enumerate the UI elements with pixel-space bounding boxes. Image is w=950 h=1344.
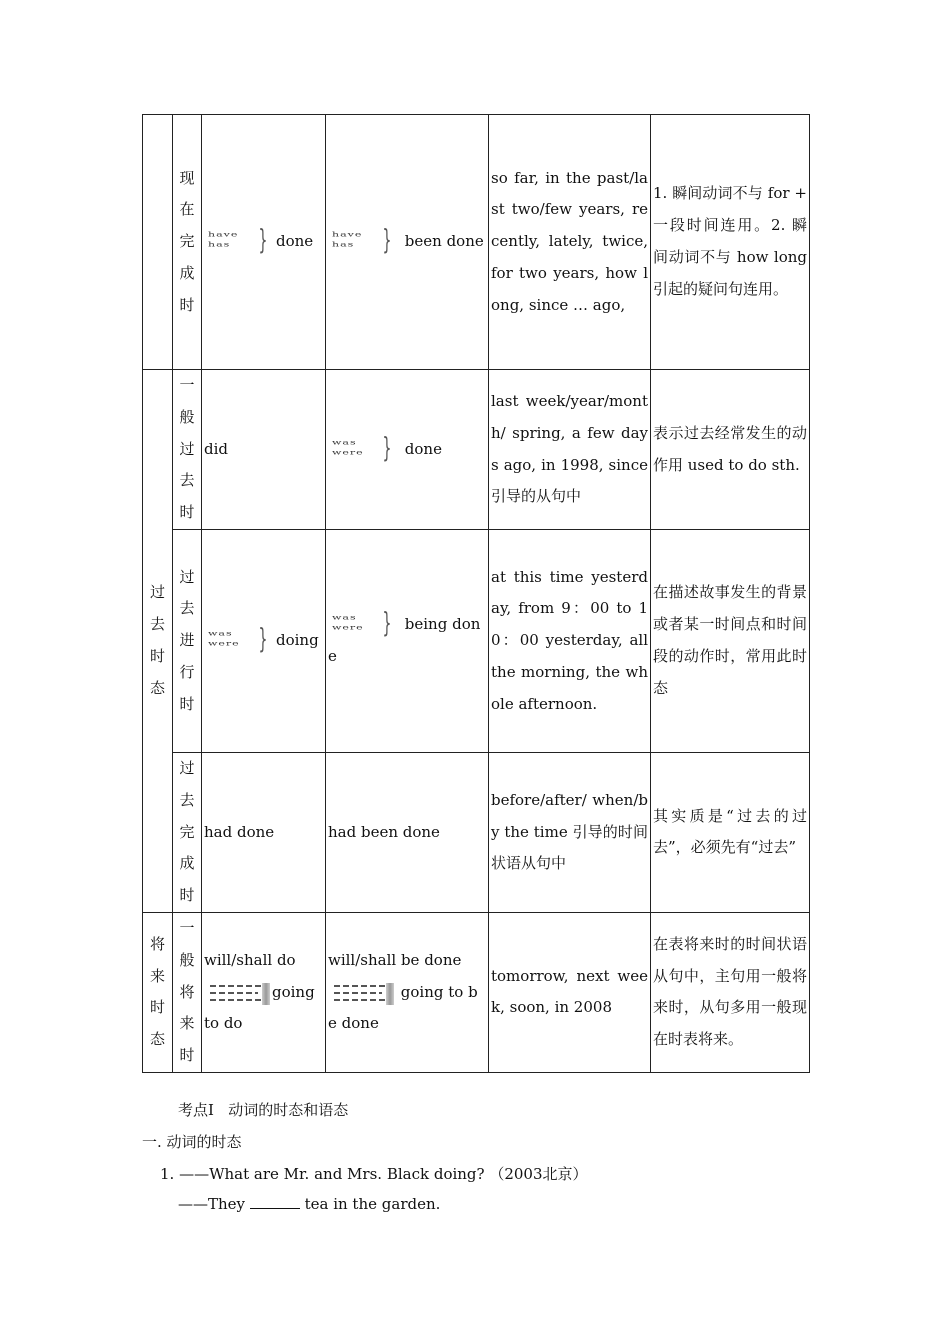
tense-name: 一般过去时	[179, 376, 195, 522]
question-1-prompt-line	[160, 1163, 588, 1184]
am-is-are-brace-icon	[204, 981, 272, 1005]
notes-cell: 1. 瞬间动词不与 for + 一段时间连用。2. 瞬间动词不与 how long 引起的疑问句连用。	[651, 115, 810, 370]
right-brace-icon: }	[258, 223, 268, 257]
brace-word: was	[332, 614, 357, 622]
was-were-brace	[204, 622, 276, 656]
brace-word: has	[208, 241, 231, 249]
passive-form-tail: been done	[404, 232, 484, 251]
section-subheading: 一. 动词的时态	[142, 1133, 242, 1151]
tense-name: 现在完成时	[179, 168, 195, 314]
question-prompt: ——What are Mr. and Mrs. Black doing? （2003北京）	[179, 1165, 588, 1183]
right-brace-icon: }	[258, 622, 268, 656]
active-form-tail: done	[276, 232, 314, 251]
active-form-cell: had done	[202, 753, 326, 913]
active-form-cell	[202, 115, 326, 370]
passive-form-cell	[326, 370, 489, 530]
brace-word: has	[332, 241, 355, 249]
tense-name-cell	[173, 370, 202, 530]
table-row-simple-past	[143, 370, 810, 530]
passive-form-tail: going to be done	[328, 982, 478, 1033]
notes-cell: 在表将来时的时间状语从句中，主句用一般将来时，从句多用一般现在时表将来。	[651, 912, 810, 1072]
brace-word: have	[208, 231, 239, 239]
passive-form-cell	[326, 115, 489, 370]
have-has-brace	[328, 223, 400, 257]
group-cell-future	[143, 912, 173, 1072]
answer-blank[interactable]	[250, 1196, 300, 1209]
tense-name: 过去进行时	[179, 567, 195, 713]
brace-word: were	[332, 448, 364, 456]
notes-cell: 表示过去经常发生的动作用 used to do sth.	[651, 370, 810, 530]
passive-form-cell: had been done	[326, 753, 489, 913]
active-form-tail: doing	[276, 631, 319, 650]
have-has-brace	[204, 223, 276, 257]
passive-form-tail: done	[404, 439, 442, 458]
passive-form-line: will/shall be done	[328, 950, 462, 969]
am-is-are-brace-icon	[328, 981, 396, 1005]
notes-cell: 在描述故事发生的背景或者某一时间点和时间段的动作时，常用此时态	[651, 530, 810, 753]
tense-name-cell	[173, 912, 202, 1072]
answer-after: tea in the garden.	[304, 1195, 441, 1213]
active-form-tail: going to do	[204, 982, 315, 1033]
notes-cell: 其实质是“过去的过去”，必须先有“过去”	[651, 753, 810, 913]
brace-word: were	[332, 624, 364, 632]
brace-word: were	[208, 640, 240, 648]
right-brace-icon: }	[382, 606, 392, 640]
time-markers-cell: so far, in the past/last two/few years, recently, lately, twice, for two years, how long, since … ago,	[489, 115, 651, 370]
passive-form-cell	[326, 912, 489, 1072]
brace-word: was	[208, 630, 233, 638]
answer-before: ——They	[178, 1195, 246, 1213]
group-name: 过去时态	[149, 583, 165, 697]
time-markers-cell: at this time yesterday, from 9：00 to 10：00 yesterday, all the morning, the whole afternoon.	[489, 530, 651, 753]
active-form-cell	[202, 912, 326, 1072]
tense-name-cell	[173, 753, 202, 913]
time-markers-cell: last week/year/month/ spring, a few days ago, in 1998, since 引导的从句中	[489, 370, 651, 530]
was-were-brace	[328, 430, 400, 464]
brace-word: have	[332, 231, 363, 239]
time-markers-cell: before/after/ when/by the time 引导的时间状语从句中	[489, 753, 651, 913]
tense-table	[142, 114, 810, 1073]
passive-form-cell	[326, 530, 489, 753]
right-brace-icon: }	[382, 430, 392, 464]
group-name: 将来时态	[149, 934, 165, 1049]
group-cell-empty	[143, 115, 173, 370]
question-number: 1.	[160, 1165, 175, 1183]
tense-name: 一般将来时	[179, 918, 195, 1065]
tense-name: 过去完成时	[179, 759, 195, 905]
table-row-present-perfect	[143, 115, 810, 370]
active-form-cell: did	[202, 370, 326, 530]
brace-word: was	[332, 438, 357, 446]
active-form-line: will/shall do	[204, 950, 296, 969]
time-markers-cell: tomorrow, next week, soon, in 2008	[489, 912, 651, 1072]
table-row-simple-future	[143, 912, 810, 1072]
group-cell-past	[143, 370, 173, 913]
passive-form-tail: being done	[328, 615, 481, 665]
section-heading: 考点Ⅰ 动词的时态和语态	[178, 1101, 349, 1119]
right-brace-icon: }	[382, 223, 392, 257]
tense-name-cell	[173, 530, 202, 753]
question-1-answer-line	[178, 1195, 440, 1213]
active-form-cell	[202, 530, 326, 753]
tense-name-cell	[173, 115, 202, 370]
was-were-brace	[328, 606, 400, 640]
table-row-past-perfect	[143, 753, 810, 913]
table-row-past-progressive	[143, 530, 810, 753]
